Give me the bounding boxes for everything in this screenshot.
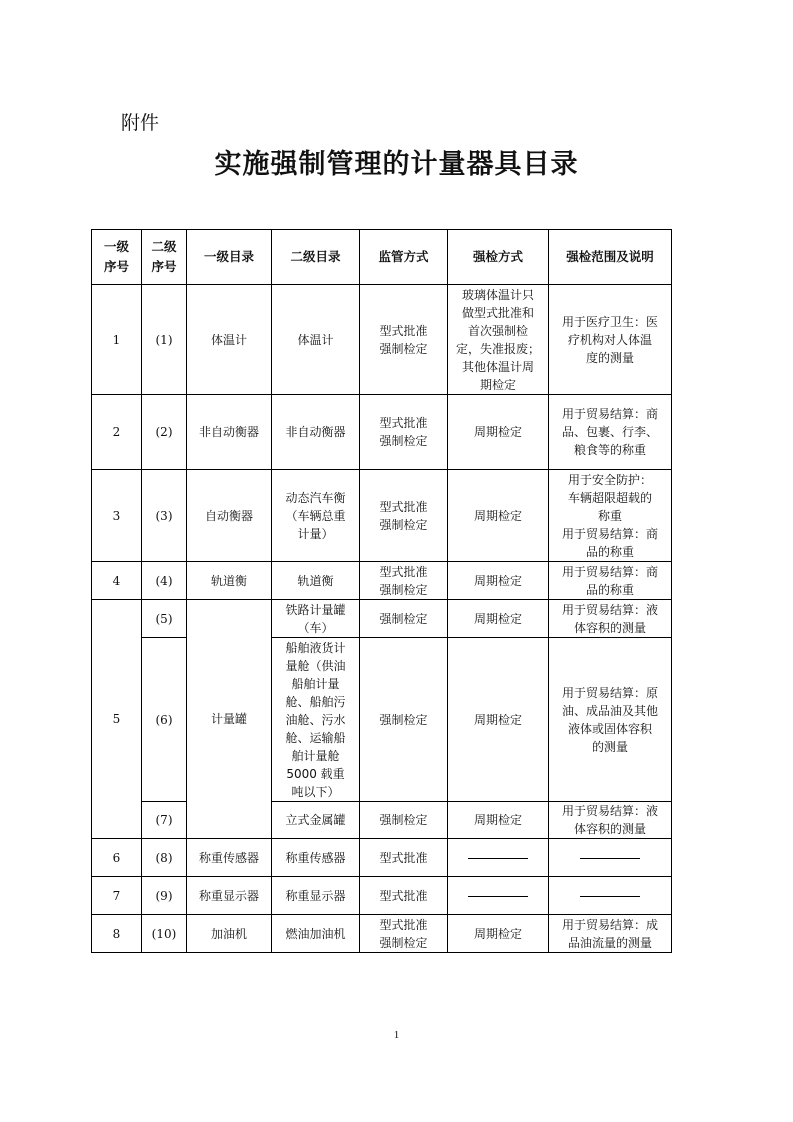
attachment-label: 附件: [121, 112, 160, 134]
method-cell: 周期检定: [448, 470, 549, 562]
scope-cell: 用于贸易结算：液 体容积的测量: [549, 802, 672, 839]
method-cell: 周期检定: [448, 600, 549, 638]
supervision-cell: 型式批准 强制检定: [360, 470, 448, 562]
supervision-cell: 型式批准 强制检定: [360, 395, 448, 470]
supervision-cell: 强制检定: [360, 802, 448, 839]
supervision-cell: 强制检定: [360, 638, 448, 802]
table-row: [92, 562, 672, 600]
header-first-category: 一级目录: [187, 230, 272, 285]
first-category-cell: 称重传感器: [187, 839, 272, 877]
scope-cell: [549, 877, 672, 915]
table-row: [92, 470, 672, 562]
second-category-cell: 称重显示器: [272, 877, 360, 915]
second-no-cell: (2): [142, 395, 187, 470]
header-row: [92, 230, 672, 285]
method-cell: 周期检定: [448, 638, 549, 802]
first-no-cell: 6: [92, 839, 142, 877]
dash-line: [468, 858, 528, 859]
first-category-cell: 体温计: [187, 285, 272, 395]
second-category-cell: 体温计: [272, 285, 360, 395]
second-no-cell: (5): [142, 600, 187, 638]
first-no-cell: 5: [92, 600, 142, 839]
dash-line: [580, 896, 640, 897]
method-cell: 周期检定: [448, 395, 549, 470]
table-row: [92, 638, 672, 802]
second-category-cell: 燃油加油机: [272, 915, 360, 953]
table-row: [92, 802, 672, 839]
scope-cell: 用于贸易结算：商 品、包裹、行李、 粮食等的称重: [549, 395, 672, 470]
first-no-cell: 3: [92, 470, 142, 562]
header-scope: 强检范围及说明: [549, 230, 672, 285]
scope-cell: 用于贸易结算：成 品油流量的测量: [549, 915, 672, 953]
first-category-cell: 称重显示器: [187, 877, 272, 915]
supervision-cell: 型式批准: [360, 877, 448, 915]
method-cell: 周期检定: [448, 562, 549, 600]
second-no-cell: (3): [142, 470, 187, 562]
second-no-cell: (1): [142, 285, 187, 395]
supervision-cell: 型式批准 强制检定: [360, 562, 448, 600]
second-no-cell: (6): [142, 638, 187, 802]
second-category-cell: 称重传感器: [272, 839, 360, 877]
second-category-cell: 动态汽车衡 （车辆总重 计量）: [272, 470, 360, 562]
supervision-cell: 强制检定: [360, 600, 448, 638]
supervision-cell: 型式批准 强制检定: [360, 285, 448, 395]
first-no-cell: 4: [92, 562, 142, 600]
scope-cell: 用于贸易结算：液 体容积的测量: [549, 600, 672, 638]
second-category-cell: 轨道衡: [272, 562, 360, 600]
method-cell: [448, 877, 549, 915]
first-no-cell: 8: [92, 915, 142, 953]
method-cell: 周期检定: [448, 802, 549, 839]
second-no-cell: (4): [142, 562, 187, 600]
dash-line: [580, 858, 640, 859]
table-row: [92, 600, 672, 638]
supervision-cell: 型式批准 强制检定: [360, 915, 448, 953]
scope-cell: [549, 839, 672, 877]
second-category-cell: 铁路计量罐 （车）: [272, 600, 360, 638]
second-no-cell: (8): [142, 839, 187, 877]
first-category-cell: 非自动衡器: [187, 395, 272, 470]
header-second-no: 二级 序号: [142, 230, 187, 285]
header-first-no: 一级 序号: [92, 230, 142, 285]
header-supervision: 监管方式: [360, 230, 448, 285]
second-no-cell: (9): [142, 877, 187, 915]
first-category-cell: 自动衡器: [187, 470, 272, 562]
second-category-cell: 船舶液货计 量舱（供油 船舶计量 舱、船舶污 油舱、污水 舱、运输船 舶计量舱 5000 载重 吨以下）: [272, 638, 360, 802]
method-cell: 玻璃体温计只 做型式批准和 首次强制检 定，失准报废； 其他体温计周 期检定: [448, 285, 549, 395]
supervision-cell: 型式批准: [360, 839, 448, 877]
first-category-cell: 加油机: [187, 915, 272, 953]
table-row: [92, 877, 672, 915]
method-cell: [448, 839, 549, 877]
scope-cell: 用于医疗卫生：医 疗机构对人体温 度的测量: [549, 285, 672, 395]
method-cell: 周期检定: [448, 915, 549, 953]
header-method: 强检方式: [448, 230, 549, 285]
table-row: [92, 915, 672, 953]
header-second-category: 二级目录: [272, 230, 360, 285]
scope-cell: 用于贸易结算：原 油、成品油及其他 液体或固体容积 的测量: [549, 638, 672, 802]
document-title: 实施强制管理的计量器具目录: [214, 149, 579, 180]
dash-line: [468, 896, 528, 897]
page-number: 1: [393, 1029, 400, 1041]
scope-cell: 用于贸易结算：商 品的称重: [549, 562, 672, 600]
second-no-cell: (7): [142, 802, 187, 839]
second-no-cell: (10): [142, 915, 187, 953]
table-row: [92, 839, 672, 877]
first-no-cell: 2: [92, 395, 142, 470]
scope-cell: 用于安全防护： 车辆超限超载的 称重 用于贸易结算：商 品的称重: [549, 470, 672, 562]
table-row: [92, 395, 672, 470]
first-category-cell: 计量罐: [187, 600, 272, 839]
table-row: [92, 285, 672, 395]
first-no-cell: 7: [92, 877, 142, 915]
instrument-catalog-table: [91, 229, 672, 953]
first-no-cell: 1: [92, 285, 142, 395]
second-category-cell: 立式金属罐: [272, 802, 360, 839]
second-category-cell: 非自动衡器: [272, 395, 360, 470]
first-category-cell: 轨道衡: [187, 562, 272, 600]
